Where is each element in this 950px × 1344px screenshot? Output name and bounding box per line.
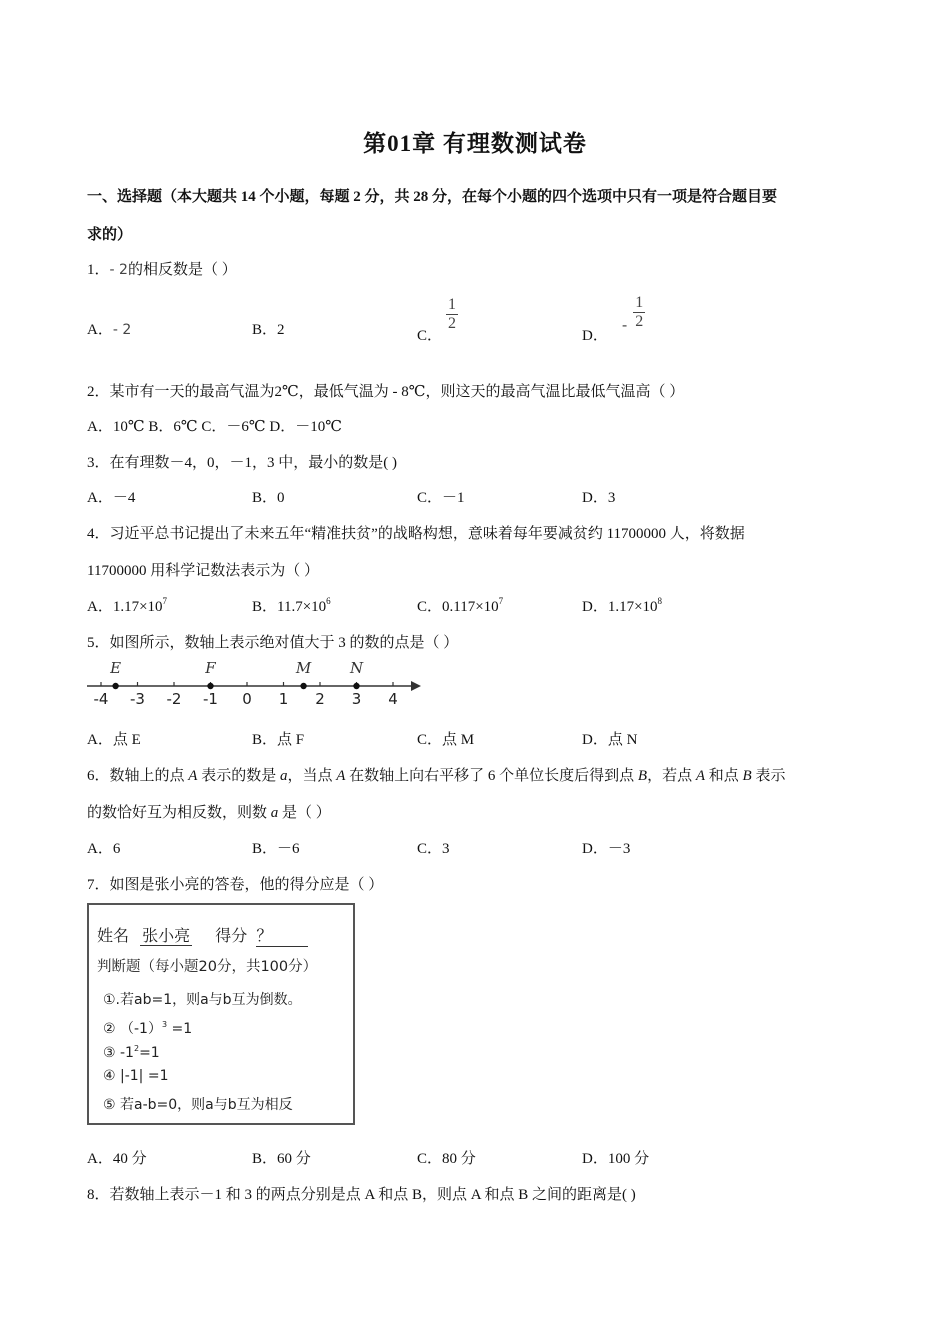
q1-option-a-label: A． (87, 322, 113, 338)
question-4-line1: 4．习近平总书记提出了未来五年“精准扶贫”的战略构想，意味着每年要减贫约 11700000 人，将数据 (87, 526, 745, 542)
question-5: 5．如图所示，数轴上表示绝对值大于 3 的数的点是（ ） (87, 635, 459, 651)
statement-2-end: =1 (167, 1021, 193, 1037)
statement-2-exponent: 3 (161, 1020, 168, 1029)
q3-option-b[interactable]: B．0 (252, 490, 285, 506)
q1-option-d-sign: - (621, 315, 628, 334)
question-2: 2．某市有一天的最高气温为2℃，最低气温为 - 8℃，则这天的最高气温比最低气温高（ ） (87, 384, 685, 400)
q1-prefix: 1． (87, 262, 110, 278)
name-label: 姓名 (97, 926, 130, 945)
q6-option-b[interactable]: B．－6 (252, 841, 300, 857)
q6-var: a (279, 768, 288, 784)
question-8: 8．若数轴上表示－1 和 3 的两点分别是点 A 和点 B，则点 A 和点 B 之间的距离是( ) (87, 1187, 636, 1203)
q6-text: 的数恰好互为相反数，则数 (87, 805, 271, 821)
fraction-denominator: 2 (635, 313, 644, 330)
number-line-tick-label: -3 (130, 690, 145, 708)
point-label-n: N (349, 659, 364, 677)
statement-4: ④ |-1| =1 (103, 1068, 169, 1084)
answer-sheet-header (97, 923, 308, 947)
score-label: 得分 (215, 926, 248, 945)
answer-sheet-heading: 判断题（每小题20分，共100分） (97, 959, 318, 975)
question-6-line1 (87, 764, 785, 785)
number-line-tick-label: -4 (93, 690, 109, 708)
q6-var: A (336, 768, 346, 784)
q1-option-a[interactable] (87, 318, 131, 339)
point-f (207, 683, 213, 689)
q1-option-c[interactable] (417, 296, 458, 344)
number-line-tick-label: -2 (166, 690, 182, 708)
q6-var: B (637, 768, 648, 784)
q5-option-b[interactable]: B．点 F (252, 732, 305, 748)
number-line-tick-label: 2 (315, 690, 325, 708)
number-line-tick-label: 4 (388, 690, 398, 708)
q1-option-b[interactable]: B．2 (252, 322, 285, 338)
number-line-figure (87, 658, 421, 710)
q3-option-a[interactable]: A．－4 (87, 490, 136, 506)
q6-var: A (695, 768, 706, 784)
q5-option-c[interactable]: C．点 M (417, 732, 475, 748)
point-label-m: M (295, 659, 312, 677)
q3-option-d[interactable]: D．3 (582, 490, 616, 506)
q1-option-c-label: C． (417, 327, 443, 344)
statement-2-base: ② （-1） (103, 1021, 162, 1037)
score-value: ？ (256, 923, 308, 947)
q1-option-d-label: D． (582, 327, 608, 344)
q4-option-d[interactable] (582, 595, 662, 616)
q7-option-a[interactable]: A．40 分 (87, 1151, 147, 1167)
q4-option-a-exponent: 7 (162, 596, 168, 606)
q6-option-a[interactable]: A．6 (87, 841, 121, 857)
q5-option-a[interactable]: A．点 E (87, 732, 141, 748)
q7-option-c[interactable]: C．80 分 (417, 1151, 476, 1167)
question-6-line2 (87, 801, 331, 822)
q6-text: 在数轴上向右平移了 6 个单位长度后得到点 (345, 768, 638, 784)
q1-option-a-value: - 2 (112, 322, 132, 338)
question-4-line2: 11700000 用科学记数法表示为（ ） (87, 563, 319, 579)
q4-option-d-exponent: 8 (657, 596, 663, 606)
q4-option-c[interactable] (417, 595, 503, 616)
q4-option-c-exponent: 7 (498, 596, 504, 606)
q5-option-d[interactable]: D．点 N (582, 732, 638, 748)
q1-option-c-fraction (446, 296, 458, 333)
q1-option-d[interactable] (582, 294, 645, 344)
point-e (112, 683, 118, 689)
q6-text: ，当点 (287, 768, 337, 784)
fraction-numerator: 1 (448, 296, 457, 313)
q6-text: 是（ ） (278, 805, 331, 821)
statement-2 (103, 1018, 192, 1038)
point-label-e: E (110, 659, 122, 677)
q6-var: B (742, 768, 752, 784)
answer-sheet-image (87, 903, 355, 1125)
statement-1: ①.若ab=1，则a与b互为倒数。 (103, 992, 302, 1008)
q6-option-c[interactable]: C．3 (417, 841, 450, 857)
q7-option-b[interactable]: B．60 分 (252, 1151, 311, 1167)
fraction-numerator: 1 (635, 294, 644, 311)
question-7: 7．如图是张小亮的答卷，他的得分应是（ ） (87, 877, 384, 893)
point-m (300, 683, 306, 689)
q1-text: 的相反数是（ ） (127, 262, 237, 278)
q2-options[interactable]: A．10℃ B．6℃ C．－6℃ D．－10℃ (87, 419, 343, 435)
q6-text: 和点 (705, 768, 743, 784)
student-name: 张小亮 (142, 926, 191, 945)
statement-3-base: ③ -1 (103, 1045, 134, 1061)
q4-option-d-base: D．1.17×10 (582, 599, 658, 615)
q1-number: - 2 (109, 262, 128, 278)
point-label-f: F (205, 659, 216, 677)
q1-option-d-fraction (633, 294, 645, 331)
section-heading-line2: 求的） (87, 227, 133, 243)
q3-option-c[interactable]: C．－1 (417, 490, 465, 506)
q7-option-d[interactable]: D．100 分 (582, 1151, 650, 1167)
q6-text: ，若点 (647, 768, 696, 784)
page-title: 第01章 有理数测试卷 (363, 131, 587, 156)
statement-3 (103, 1045, 160, 1061)
q6-var: A (188, 768, 198, 784)
q4-option-b[interactable] (252, 595, 331, 616)
question-1 (87, 258, 237, 279)
q6-var: a (270, 805, 279, 821)
question-3: 3．在有理数－4，0，－1，3 中，最小的数是( ) (87, 455, 397, 471)
statement-3-end: =1 (139, 1045, 160, 1061)
number-line-tick-label: 3 (351, 690, 362, 708)
point-n (353, 683, 359, 689)
q6-text: 6．数轴上的点 (87, 768, 189, 784)
statement-5: ⑤ 若a-b=0，则a与b互为相反 (103, 1097, 293, 1113)
q4-option-c-base: C．0.117×10 (417, 599, 499, 615)
number-line-tick-label: 0 (242, 690, 252, 708)
number-line-tick-label: 1 (278, 690, 289, 708)
q6-option-d[interactable]: D．－3 (582, 841, 631, 857)
q6-text: 表示 (751, 768, 786, 784)
q4-option-a[interactable] (87, 595, 167, 616)
q4-option-a-base: A．1.17×10 (87, 599, 163, 615)
fraction-denominator: 2 (448, 315, 457, 332)
q4-option-b-exponent: 6 (326, 596, 331, 606)
q6-text: 表示的数是 (197, 768, 280, 784)
q4-option-b-base: B．11.7×10 (252, 599, 327, 615)
statement-3-exponent: 2 (133, 1044, 140, 1053)
section-heading-line1: 一、选择题（本大题共 14 个小题，每题 2 分，共 28 分，在每个小题的四个选项中只有一项是符合题目要 (87, 189, 778, 205)
number-line-tick-label: -1 (203, 690, 218, 708)
number-line-arrow (411, 681, 421, 691)
